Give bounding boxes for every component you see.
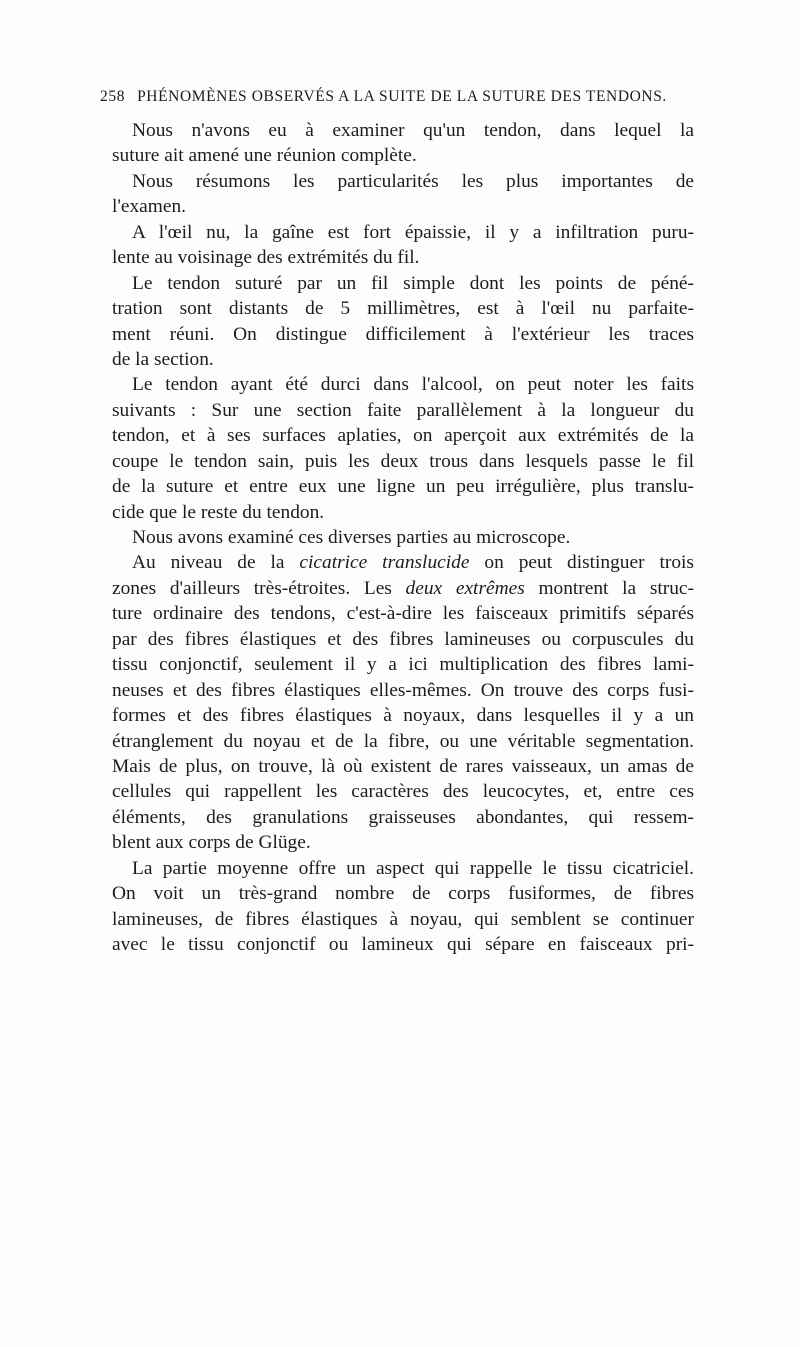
text-line: tration sont distants de 5 millimètres, est à l'œil nu parfaite- bbox=[112, 298, 694, 320]
text-line: suivants : Sur une section faite parallèlement à la longueur du bbox=[112, 399, 694, 421]
text-line: lamineuses, de fibres élastiques à noyau, qui semblent se continuer bbox=[112, 908, 694, 930]
text-line: Nous n'avons eu à examiner qu'un tendon, dans lequel la bbox=[132, 120, 694, 141]
text-line: de la section. bbox=[112, 348, 214, 370]
text-line: tissu conjonctif, seulement il y a ici multiplication des fibres lami- bbox=[112, 654, 694, 676]
text-line: tendon, et à ses surfaces aplaties, on aperçoit aux extrémités de la bbox=[112, 425, 694, 447]
text-line: formes et des fibres élastiques à noyaux, dans lesquelles il y a un bbox=[112, 705, 694, 727]
text-line: On voit un très-grand nombre de corps fusiformes, de fibres bbox=[112, 883, 694, 905]
text-line: neuses et des fibres élastiques elles-mêmes. On trouve des corps fusi- bbox=[112, 679, 694, 701]
running-header bbox=[100, 88, 700, 106]
text-line: éléments, des granulations graisseuses abondantes, qui ressem- bbox=[112, 806, 694, 828]
text-line: Le tendon suturé par un fil simple dont les points de péné- bbox=[132, 272, 694, 294]
text-line: par des fibres élastiques et des fibres lamineuses ou corpuscules du bbox=[112, 628, 694, 650]
italic-term: cicatrice translucide bbox=[299, 552, 470, 574]
text-segment: on peut distinguer trois bbox=[469, 552, 694, 574]
page-number: 258 bbox=[100, 88, 126, 105]
text-line: ment réuni. On distingue difficilement à l'extérieur les traces bbox=[112, 323, 694, 345]
text-segment: montrent la struc- bbox=[524, 577, 694, 599]
text-line: cellules qui rappellent les caractères des leucocytes, et, entre ces bbox=[112, 781, 694, 803]
text-segment: zones d'ailleurs très-étroites. Les bbox=[112, 577, 406, 599]
text-line: La partie moyenne offre un aspect qui rappelle le tissu cicatriciel. bbox=[132, 857, 694, 879]
text-line: blent aux corps de Glüge. bbox=[112, 832, 311, 854]
text-line: lente au voisinage des extrémités du fil. bbox=[112, 247, 420, 269]
text-line: Mais de plus, on trouve, là où existent de rares vaisseaux, un amas de bbox=[112, 755, 694, 777]
text-line: cide que le reste du tendon. bbox=[112, 501, 325, 523]
text-line bbox=[112, 576, 694, 601]
text-line: coupe le tendon sain, puis les deux trous dans lesquels passe le fil bbox=[112, 450, 694, 472]
text-line: étranglement du noyau et de la fibre, ou une véritable segmentation. bbox=[112, 730, 694, 752]
text-line: Nous avons examiné ces diverses parties au microscope. bbox=[132, 527, 571, 548]
text-line: Nous résumons les particularités les plus importantes de bbox=[132, 170, 694, 192]
text-line: suture ait amené une réunion complète. bbox=[112, 145, 417, 167]
body-text bbox=[112, 118, 694, 957]
text-line bbox=[112, 550, 694, 575]
text-line: A l'œil nu, la gaîne est fort épaissie, il y a infiltration puru- bbox=[132, 221, 694, 243]
text-line: ture ordinaire des tendons, c'est-à-dire les faisceaux primitifs séparés bbox=[112, 603, 694, 625]
text-line: avec le tissu conjonctif ou lamineux qui sépare en faisceaux pri- bbox=[112, 934, 694, 955]
text-line: Le tendon ayant été durci dans l'alcool, on peut noter les faits bbox=[132, 374, 694, 396]
text-line: de la suture et entre eux une ligne un peu irrégulière, plus translu- bbox=[112, 476, 694, 498]
italic-term: deux extrêmes bbox=[405, 577, 525, 599]
text-segment: Au niveau de la bbox=[132, 552, 300, 574]
running-title: PHÉNOMÈNES OBSERVÉS A LA SUITE DE LA SUTURE DES TENDONS. bbox=[137, 88, 667, 105]
text-line: l'examen. bbox=[112, 196, 187, 218]
